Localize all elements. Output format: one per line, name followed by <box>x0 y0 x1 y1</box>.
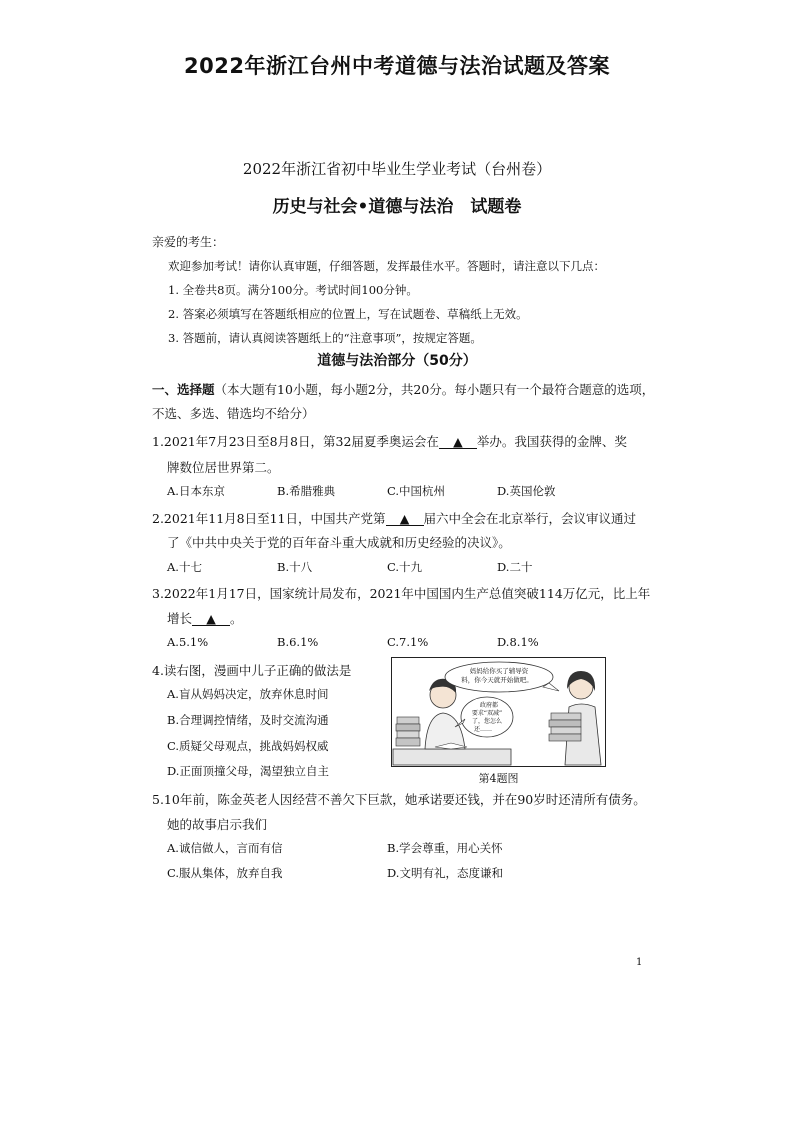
note-3: 3. 答题前，请认真阅读答题纸上的“注意事项”，按规定答题。 <box>168 331 482 345</box>
question-5-line2: 她的故事启示我们 <box>167 817 268 832</box>
figure-caption: 第4题图 <box>478 772 519 785</box>
q4-option-d: D.正面顶撞父母，渴望独立自主 <box>167 764 329 778</box>
part1-description-line1: 一、选择题（本大题有10小题，每小题2分，共20分。每小题只有一个最符合题意的选项， <box>152 382 655 397</box>
page-number: 1 <box>636 957 643 968</box>
document-title: 2022年浙江台州中考道德与法治试题及答案 <box>184 54 610 78</box>
q4-option-a: A.盲从妈妈决定，放弃休息时间 <box>167 687 329 701</box>
q1-option-a: A.日本东京 <box>167 484 225 498</box>
greeting: 亲爱的考生： <box>152 235 225 249</box>
mom-speech-text: 妈妈给你买了辅导资料，你今天就开始做吧。 <box>461 667 533 684</box>
question-2-line1: 2.2021年11月8日至11日，中国共产党第 ▲ 届六中全会在北京举行，会议审议通过 <box>152 511 637 526</box>
question-5-line1: 5.10年前，陈金英老人因经营不善欠下巨款，她承诺要还钱，并在90岁时还清所有债务。 <box>152 792 646 807</box>
q2-option-a: A.十七 <box>167 560 202 574</box>
q5-option-a: A.诚信做人，言而有信 <box>167 841 283 855</box>
answer-blank: ▲ <box>192 612 230 626</box>
part1-description-line2: 不选、多选、错选均不给分） <box>152 406 315 421</box>
q3-option-d: D.8.1% <box>497 635 539 649</box>
q1-option-d: D.英国伦敦 <box>497 484 556 498</box>
question-2-line2: 了《中共中央关于党的百年奋斗重大成就和历史经验的决议》。 <box>167 535 511 550</box>
q3-option-a: A.5.1% <box>167 635 209 649</box>
son-speech-text: 政府都要求“双减”了，您怎么还…… <box>471 702 503 733</box>
q4-option-c: C.质疑父母观点，挑战妈妈权威 <box>167 739 329 753</box>
q2-option-d: D.二十 <box>497 560 533 574</box>
question-1-line2: 牌数位居世界第二。 <box>167 460 280 475</box>
q5-option-b: B.学会尊重，用心关怀 <box>387 841 503 855</box>
paper-title: 历史与社会•道德与法治 试题卷 <box>272 197 522 217</box>
cartoon-figure <box>391 657 606 767</box>
q2-option-b: B.十八 <box>277 560 313 574</box>
q5-option-d: D.文明有礼，态度谦和 <box>387 866 503 880</box>
question-4-line1: 4.读右图，漫画中儿子正确的做法是 <box>152 663 352 678</box>
note-1: 1. 全卷共8页。满分100分。考试时间100分钟。 <box>168 283 418 297</box>
section-title: 道德与法治部分（50分） <box>317 353 477 369</box>
question-3-line2: 增长 ▲ 。 <box>167 611 243 626</box>
answer-blank: ▲ <box>439 435 477 449</box>
note-2: 2. 答案必须填写在答题纸相应的位置上，写在试题卷、草稿纸上无效。 <box>168 307 528 321</box>
exam-title: 2022年浙江省初中毕业生学业考试（台州卷） <box>242 160 552 178</box>
q2-option-c: C.十九 <box>387 560 423 574</box>
question-1-line1: 1.2021年7月23日至8月8日，第32届夏季奥运会在 ▲ 举办。我国获得的金牌、奖 <box>152 434 627 449</box>
q3-option-b: B.6.1% <box>277 635 319 649</box>
cartoon-illustration <box>391 657 606 767</box>
question-3-line1: 3.2022年1月17日，国家统计局发布，2021年中国国内生产总值突破114万亿元，比上年 <box>152 586 651 601</box>
q1-option-c: C.中国杭州 <box>387 484 446 498</box>
q5-option-c: C.服从集体，放弃自我 <box>167 866 283 880</box>
q1-option-b: B.希腊雅典 <box>277 484 336 498</box>
intro-text: 欢迎参加考试！请你认真审题，仔细答题，发挥最佳水平。答题时，请注意以下几点： <box>168 259 605 273</box>
answer-blank: ▲ <box>386 512 424 526</box>
q3-option-c: C.7.1% <box>387 635 429 649</box>
q4-option-b: B.合理调控情绪，及时交流沟通 <box>167 713 329 727</box>
part1-heading: 一、选择题 <box>152 382 215 397</box>
